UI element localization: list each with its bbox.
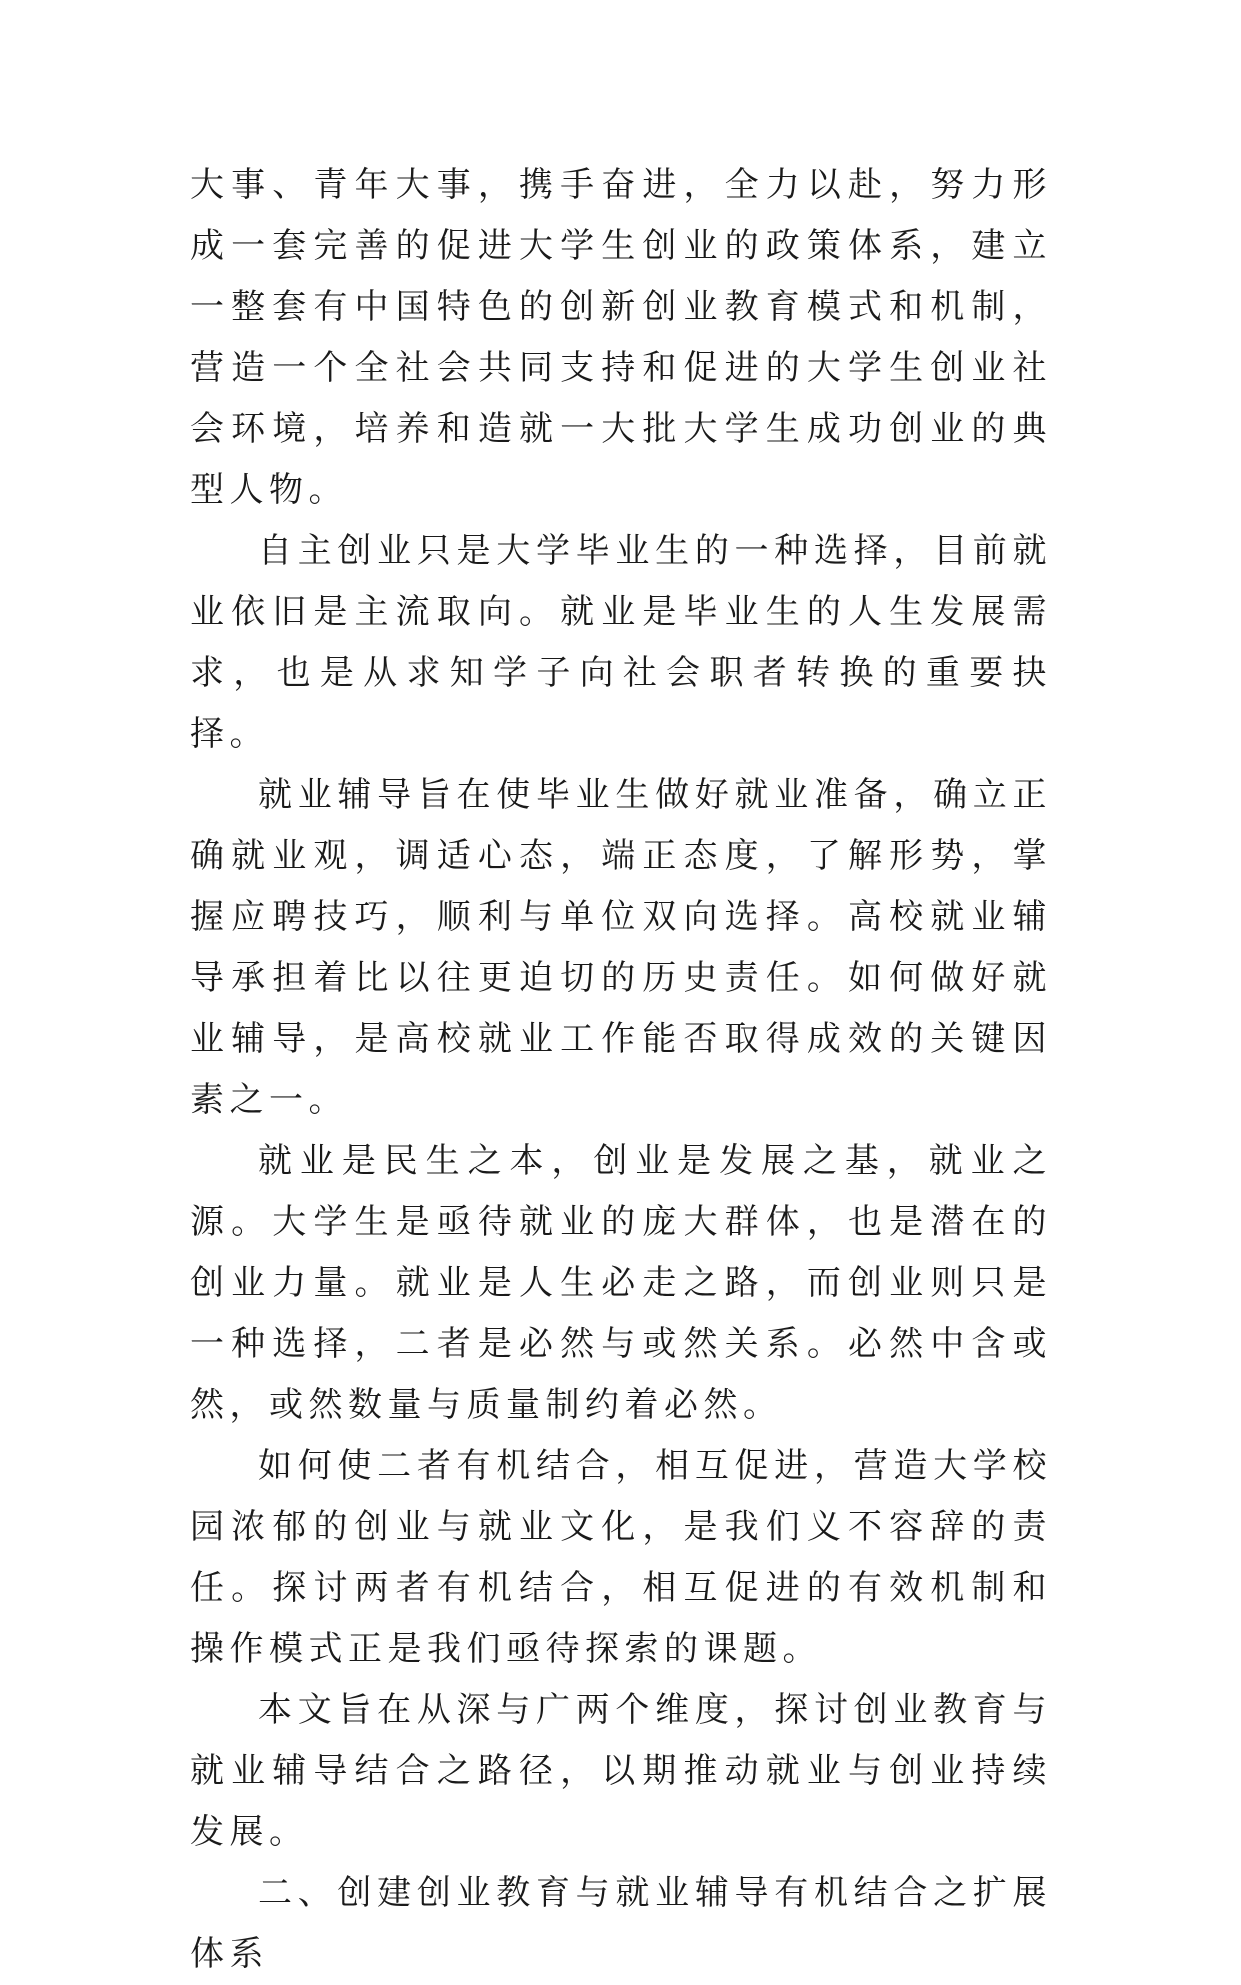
paragraph-2: 自主创业只是大学毕业生的一种选择，目前就业依旧是主流取向。就业是毕业生的人生发展需求，也是从求知学子向社会职者转换的重要抉择。 bbox=[190, 531, 1052, 754]
paragraph-1: 大事、青年大事，携手奋进，全力以赴，努力形成一套完善的促进大学生创业的政策体系，建立一整套有中国特色的创新创业教育模式和机制，营造一个全社会共同支持和促进的大学生创业社会环境，培养和造就一大批大学生成功创业的典型人物。 bbox=[190, 165, 1052, 510]
paragraph-5: 如何使二者有机结合，相互促进，营造大学校园浓郁的创业与就业文化，是我们义不容辞的责任。探讨两者有机结合，相互促进的有效机制和操作模式正是我们亟待探索的课题。 bbox=[190, 1446, 1052, 1669]
document-body bbox=[190, 155, 1052, 1985]
paragraph-4: 就业是民生之本，创业是发展之基，就业之源。大学生是亟待就业的庞大群体，也是潜在的创业力量。就业是人生必走之路，而创业则只是一种选择，二者是必然与或然关系。必然中含或然，或然数量与质量制约着必然。 bbox=[190, 1141, 1052, 1425]
section-heading: 二、创建创业教育与就业辅导有机结合之扩展体系 bbox=[190, 1873, 1052, 1974]
paragraph-6: 本文旨在从深与广两个维度，探讨创业教育与就业辅导结合之路径，以期推动就业与创业持续发展。 bbox=[190, 1690, 1052, 1852]
paragraph-3: 就业辅导旨在使毕业生做好就业准备，确立正确就业观，调适心态，端正态度，了解形势，掌握应聘技巧，顺利与单位双向选择。高校就业辅导承担着比以往更迫切的历史责任。如何做好就业辅导，是高校就业工作能否取得成效的关键因素之一。 bbox=[190, 775, 1052, 1120]
